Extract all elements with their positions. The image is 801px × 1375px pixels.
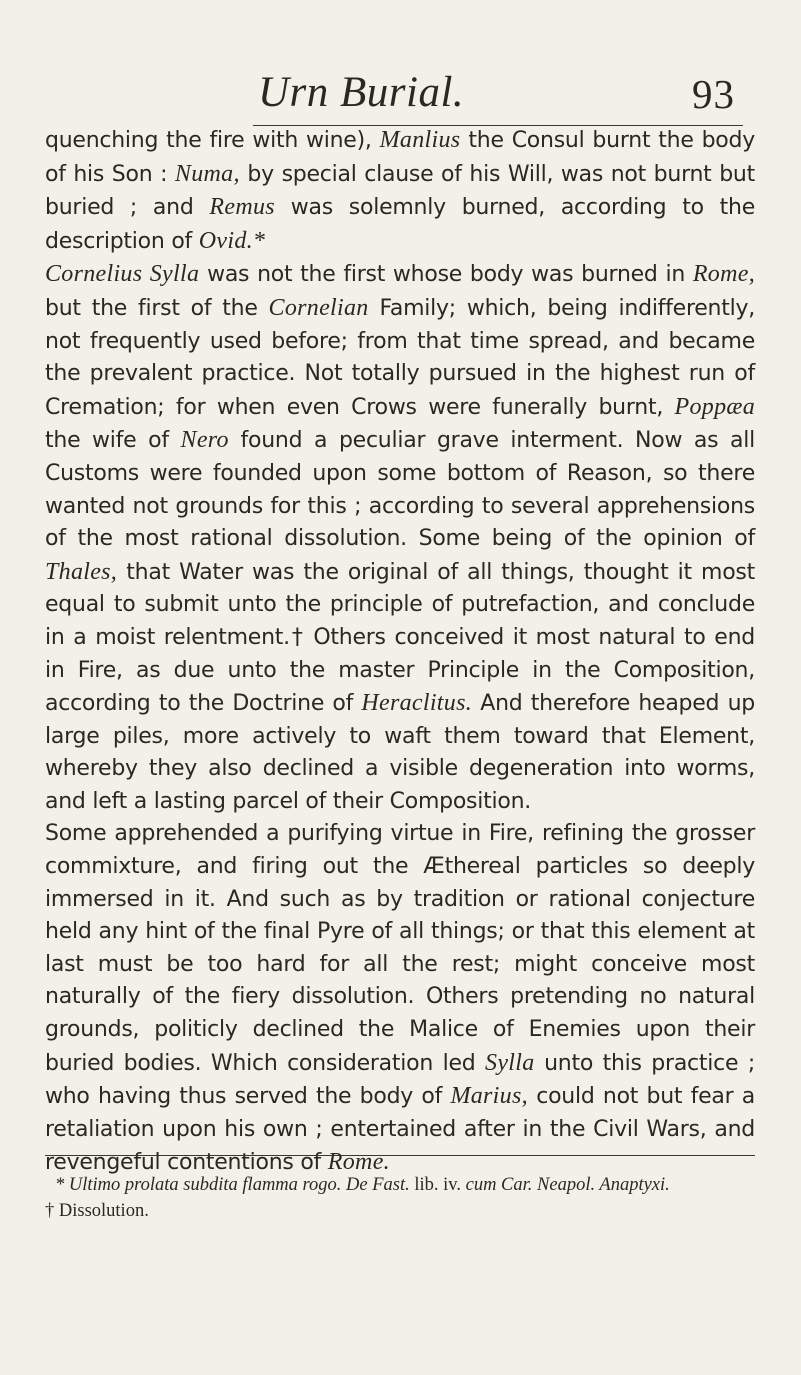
text-run: the wife of (45, 428, 181, 454)
italic-name: Sylla (485, 1049, 535, 1076)
italic-name: Cornelian (268, 294, 369, 321)
text-run: Family; which, being indifferently, not frequently used before; from that time spread, and became the prevalent practice. Not totally pursued in the highest run of Cremation; for when even Crows were funerally burnt, (45, 295, 755, 420)
text-run: quenching the fire with wine), (45, 128, 380, 153)
footnotes (45, 1172, 755, 1224)
paragraph-3 (45, 818, 755, 1180)
paragraph-2 (45, 258, 755, 818)
page-number: 93 (692, 71, 735, 117)
text-run: by special clause of his Will, was not burnt but buried ; and (45, 161, 755, 221)
italic-name: Rome. (327, 1149, 390, 1176)
text-run: And therefore heaped up large piles, more actively to waft them toward that Element, whereby they also declined a visible degeneration into worms, and left a lasting parcel of their Composition. (45, 691, 755, 814)
italic-name: Numa, (174, 160, 240, 187)
text-run: could not but fear a retaliation upon his own ; entertained after in the Civil Wars, and revengeful contentions of (45, 1084, 755, 1176)
text-run: was solemnly burned, according to the description of (45, 195, 755, 254)
text-run: found a peculiar grave interment. Now as all Customs were founded upon some bottom of Reason, so there wanted not grounds for this ; according to several apprehensions of the most rational dissolution. Some being of the opinion of (45, 428, 755, 552)
footnote-text: lib. iv. (409, 1175, 466, 1195)
italic-name: Marius, (450, 1083, 528, 1110)
footnote-rule (45, 1155, 755, 1156)
text-run: was not the first whose body was burned in (199, 262, 693, 288)
italic-name: Nero (180, 427, 229, 454)
text-run: that Water was the original of all things, thought it most equal to submit unto the principle of putrefaction, and conclude in a moist relentment.† Others conceived it most natural to end in Fire, as due unto the master Principle in the Composition, according to the Doctrine of (45, 559, 755, 717)
italic-name: Remus (209, 194, 275, 221)
page-header (0, 58, 801, 118)
footnote-text: cum Car. Neapol. Anaptyxi. (465, 1175, 670, 1195)
italic-name: Cornelius Sylla (45, 261, 200, 288)
body-text (45, 124, 755, 1180)
italic-name: Heraclitus. (361, 690, 473, 717)
running-title: Urn Burial. (258, 69, 465, 116)
footnote-2: † Dissolution. (45, 1201, 149, 1221)
text-run: but the first of the (45, 295, 269, 321)
text-run: Some apprehended a purifying virtue in Fire, refining the grosser commixture, and firing out the Æthereal particles so deeply immersed in it. And such as by tradition or rational conjecture held any hint of the final Pyre of all things; or that this element at last must be too hard for all the rest; might conceive most naturally of the fiery dissolution. Others pretending no natural grounds, politicly declined the Malice of Enemies upon their buried bodies. Which consideration led (45, 821, 755, 1076)
italic-name: Poppæa (674, 393, 755, 420)
text-run: unto this practice ; who having thus served the body of (45, 1050, 755, 1110)
italic-name: Manlius (379, 127, 461, 153)
paragraph-1 (45, 124, 755, 258)
text-run: the Consul burnt the body of his Son : (45, 128, 755, 187)
footnote-1 (45, 1172, 755, 1198)
italic-name: Thales, (45, 558, 118, 585)
italic-name: Ovid.* (198, 227, 266, 254)
italic-name: Rome, (692, 261, 755, 288)
footnote-text: * Ultimo prolata subdita flamma rogo. De Fast. (55, 1175, 410, 1195)
